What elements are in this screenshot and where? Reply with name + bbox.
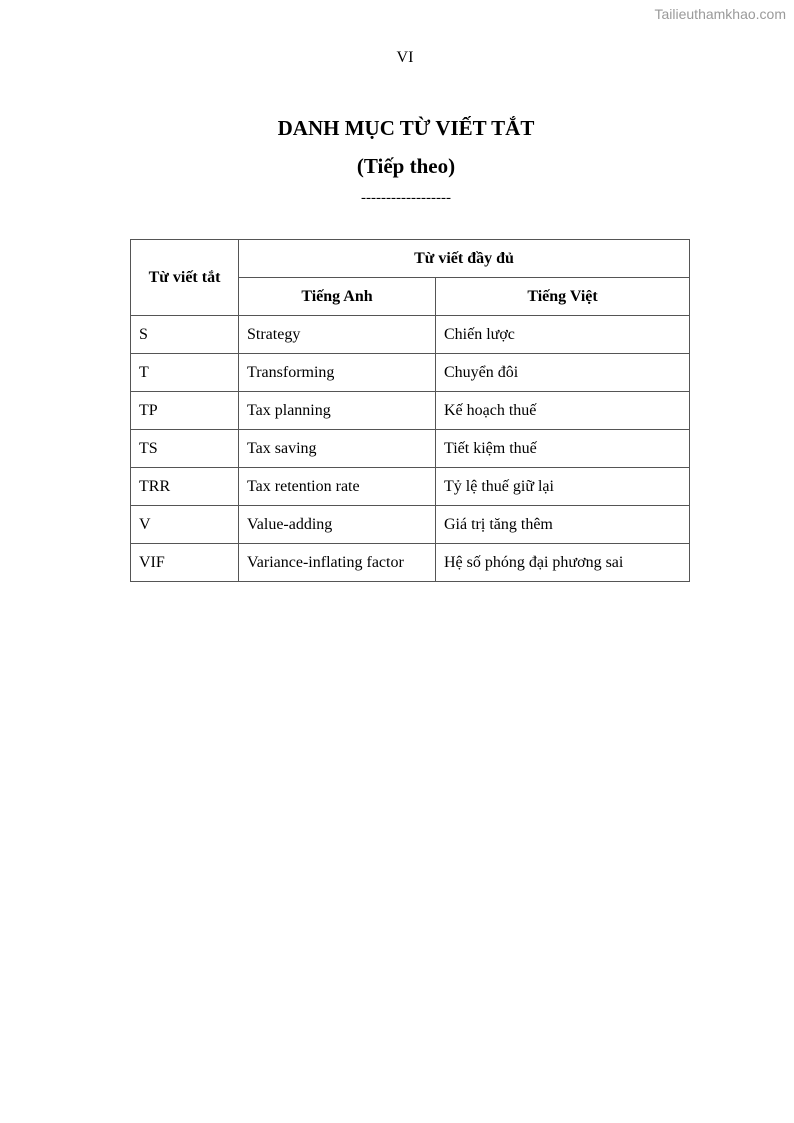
header-vietnamese: Tiếng Việt bbox=[436, 278, 690, 316]
cell-abbr: TP bbox=[131, 392, 239, 430]
cell-abbr: TRR bbox=[131, 468, 239, 506]
table-row bbox=[131, 430, 690, 468]
watermark: Tailieuthamkhao.com bbox=[654, 6, 786, 22]
cell-abbr: V bbox=[131, 506, 239, 544]
header-full: Từ viết đầy đủ bbox=[239, 240, 690, 278]
cell-english: Tax planning bbox=[239, 392, 436, 430]
table-row bbox=[131, 316, 690, 354]
cell-english: Value-adding bbox=[239, 506, 436, 544]
table-header-row bbox=[131, 240, 690, 278]
cell-abbr: T bbox=[131, 354, 239, 392]
table-row bbox=[131, 506, 690, 544]
cell-vietnamese: Chiến lược bbox=[436, 316, 690, 354]
table-row bbox=[131, 468, 690, 506]
abbreviation-table bbox=[130, 239, 690, 582]
header-english: Tiếng Anh bbox=[239, 278, 436, 316]
cell-vietnamese: Tỷ lệ thuế giữ lại bbox=[436, 468, 690, 506]
cell-vietnamese: Giá trị tăng thêm bbox=[436, 506, 690, 544]
table-row bbox=[131, 392, 690, 430]
cell-english: Transforming bbox=[239, 354, 436, 392]
page-subtitle: (Tiếp theo) bbox=[356, 154, 456, 178]
cell-english: Tax retention rate bbox=[239, 468, 436, 506]
page-title: DANH MỤC TỪ VIẾT TẮT bbox=[277, 116, 535, 140]
cell-english: Strategy bbox=[239, 316, 436, 354]
table-row bbox=[131, 354, 690, 392]
table-row bbox=[131, 544, 690, 582]
cell-abbr: TS bbox=[131, 430, 239, 468]
cell-vietnamese: Kế hoạch thuế bbox=[436, 392, 690, 430]
cell-vietnamese: Hệ số phóng đại phương sai bbox=[436, 544, 690, 582]
separator: ------------------ bbox=[361, 190, 451, 206]
cell-english: Tax saving bbox=[239, 430, 436, 468]
cell-vietnamese: Chuyển đôi bbox=[436, 354, 690, 392]
header-abbr: Từ viết tắt bbox=[131, 240, 239, 316]
cell-vietnamese: Tiết kiệm thuế bbox=[436, 430, 690, 468]
cell-english: Variance-inflating factor bbox=[239, 544, 436, 582]
page-number: VI bbox=[396, 49, 414, 66]
cell-abbr: S bbox=[131, 316, 239, 354]
cell-abbr: VIF bbox=[131, 544, 239, 582]
